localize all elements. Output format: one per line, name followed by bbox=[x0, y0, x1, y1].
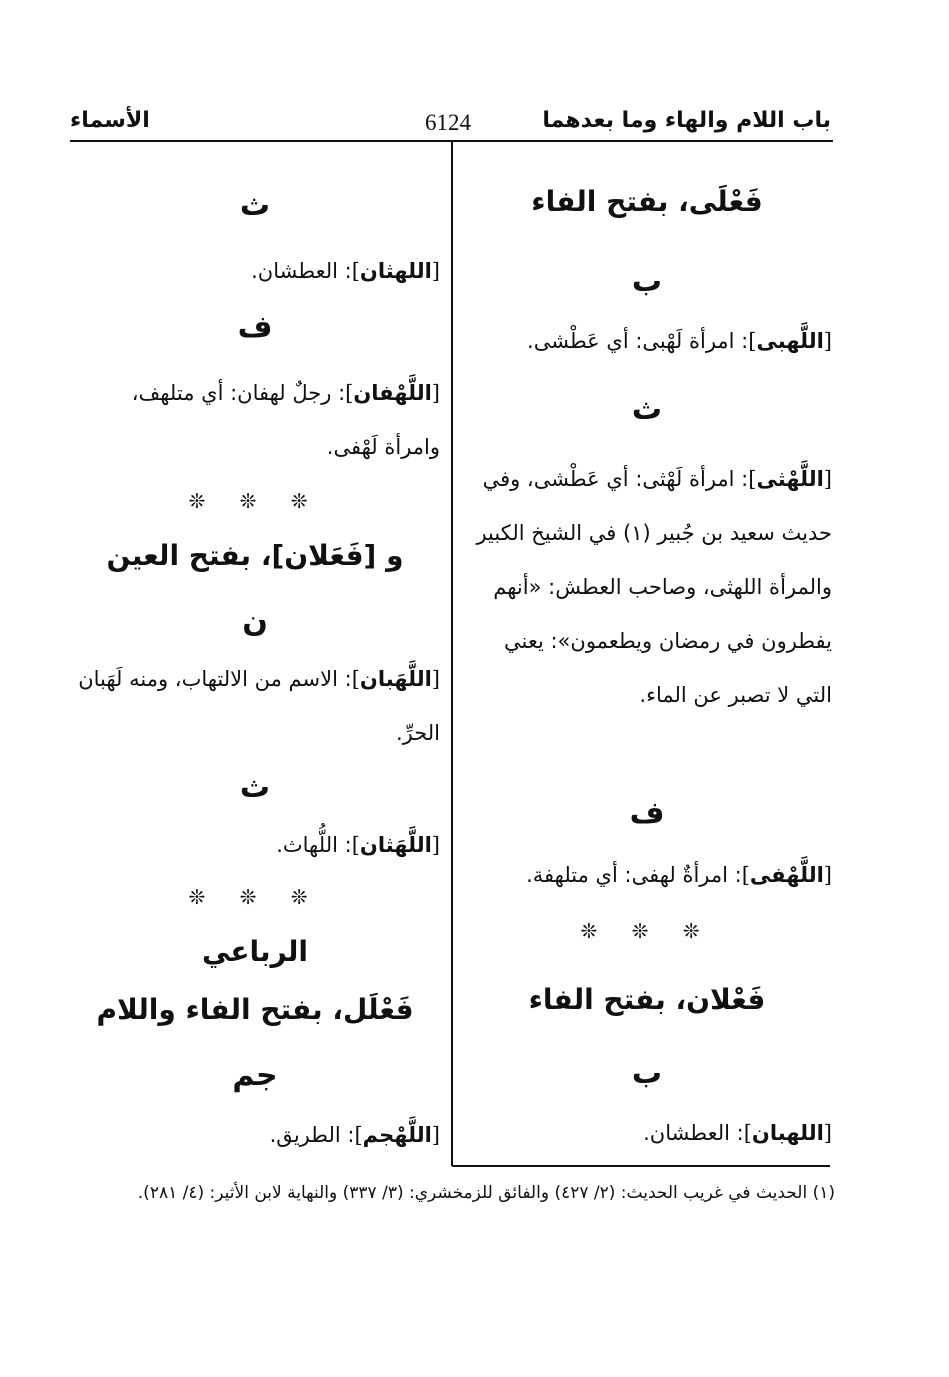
section-heading: و [فَعَلان]، بفتح العين bbox=[106, 539, 404, 572]
letter-heading: ث bbox=[631, 392, 663, 427]
dictionary-entry: [اللَّهْفان]: رجلٌ لهفان: أي متلهف، وامرأة لَهْفى. bbox=[131, 381, 440, 459]
letter-heading: ف bbox=[629, 796, 665, 831]
entry-lemma: اللَّهَبان bbox=[359, 667, 432, 691]
dictionary-entry: [اللَّهْثى]: امرأة لَهْثى: أي عَطْشى، وفي حديث سعيد بن جُبير (١) في الشيخ الكبير والمرأة اللهثى، وصاحب العطش: «أنهم يفطرون في رمضان ويطعمون»: يعني التي لا تصبر عن الماء. bbox=[476, 467, 832, 707]
entry-lemma: اللَّهبى bbox=[756, 329, 824, 353]
entry-text: : الطريق. bbox=[269, 1123, 355, 1147]
entry-lemma: اللهبان bbox=[751, 1121, 824, 1145]
letter-heading: جم bbox=[232, 1058, 278, 1093]
entry-lemma: اللَّهْفان bbox=[353, 381, 432, 405]
dictionary-entry: [اللَّهْفى]: امرأةٌ لهفى: أي متلهفة. bbox=[526, 863, 832, 887]
letter-heading: ب bbox=[631, 1056, 663, 1091]
section-heading: الرباعي bbox=[201, 935, 308, 968]
letter-heading: ب bbox=[631, 264, 663, 299]
dictionary-entry: [اللهثان]: العطشان. bbox=[251, 259, 440, 283]
dictionary-entry: [اللَّهَبان]: الاسم من الالتهاب، ومنه لَهَبان الحرِّ. bbox=[78, 667, 440, 745]
column-divider bbox=[451, 142, 453, 1166]
letter-heading: ف bbox=[237, 310, 273, 345]
running-title: باب اللام والهاء وما بعدهما bbox=[542, 108, 831, 133]
entry-text: : امرأةٌ لهفى: أي متلهفة. bbox=[526, 863, 742, 887]
entry-text: : امرأة لَهْبى: أي عَطْشى. bbox=[527, 329, 749, 353]
section-heading: فَعْلان، بفتح الفاء bbox=[528, 983, 766, 1016]
letter-heading: ث bbox=[239, 770, 271, 805]
dictionary-entry: [اللَّهْجم]: الطريق. bbox=[269, 1123, 440, 1147]
page-number: 6124 bbox=[425, 110, 471, 135]
entry-text: : العطشان. bbox=[251, 259, 352, 283]
entry-text: : العطشان. bbox=[643, 1121, 744, 1145]
section-heading: فَعْلَى، بفتح الفاء bbox=[531, 185, 763, 218]
entry-lemma: اللَّهْجم bbox=[362, 1123, 432, 1147]
entry-text: : امرأة لَهْثى: أي عَطْشى، وفي حديث سعيد بن جُبير (١) في الشيخ الكبير والمرأة اللهثى، وصاحب العطش: «أنهم يفطرون في رمضان ويطعمون»: يعني التي لا تصبر عن الماء. bbox=[476, 467, 832, 707]
section-separator: ❊ ❊ ❊ bbox=[188, 489, 322, 513]
entry-lemma: اللَّهْفى bbox=[749, 863, 824, 887]
section-heading: فَعْلَل، بفتح الفاء واللام bbox=[96, 993, 414, 1026]
entry-text: : رجلٌ لهفان: أي متلهف، وامرأة لَهْفى. bbox=[131, 381, 440, 459]
entry-lemma: اللهثان bbox=[359, 259, 432, 283]
entry-lemma: اللَّهَثان bbox=[359, 833, 432, 857]
entry-text: : اللُّهاث. bbox=[276, 833, 352, 857]
section-separator: ❊ ❊ ❊ bbox=[580, 919, 714, 943]
dictionary-entry: [اللَّهَثان]: اللُّهاث. bbox=[276, 833, 440, 857]
footnote-rule bbox=[452, 1165, 830, 1167]
dictionary-entry: [اللهبان]: العطشان. bbox=[643, 1121, 832, 1145]
section-separator: ❊ ❊ ❊ bbox=[188, 885, 322, 909]
letter-heading: ن bbox=[242, 604, 268, 639]
letter-heading: ث bbox=[239, 188, 271, 223]
footnote: (١) الحديث في غريب الحديث: (٢/ ٤٢٧) والفائق للزمخشري: (٣/ ٣٣٧) والنهاية لابن الأثير: (٤/ ٢٨١). bbox=[137, 1183, 835, 1203]
dictionary-entry: [اللَّهبى]: امرأة لَهْبى: أي عَطْشى. bbox=[527, 329, 832, 353]
section-title: الأسماء bbox=[70, 108, 150, 133]
entry-lemma: اللَّهْثى bbox=[756, 467, 824, 491]
entry-text: : الاسم من الالتهاب، ومنه لَهَبان الحرِّ. bbox=[78, 667, 440, 745]
